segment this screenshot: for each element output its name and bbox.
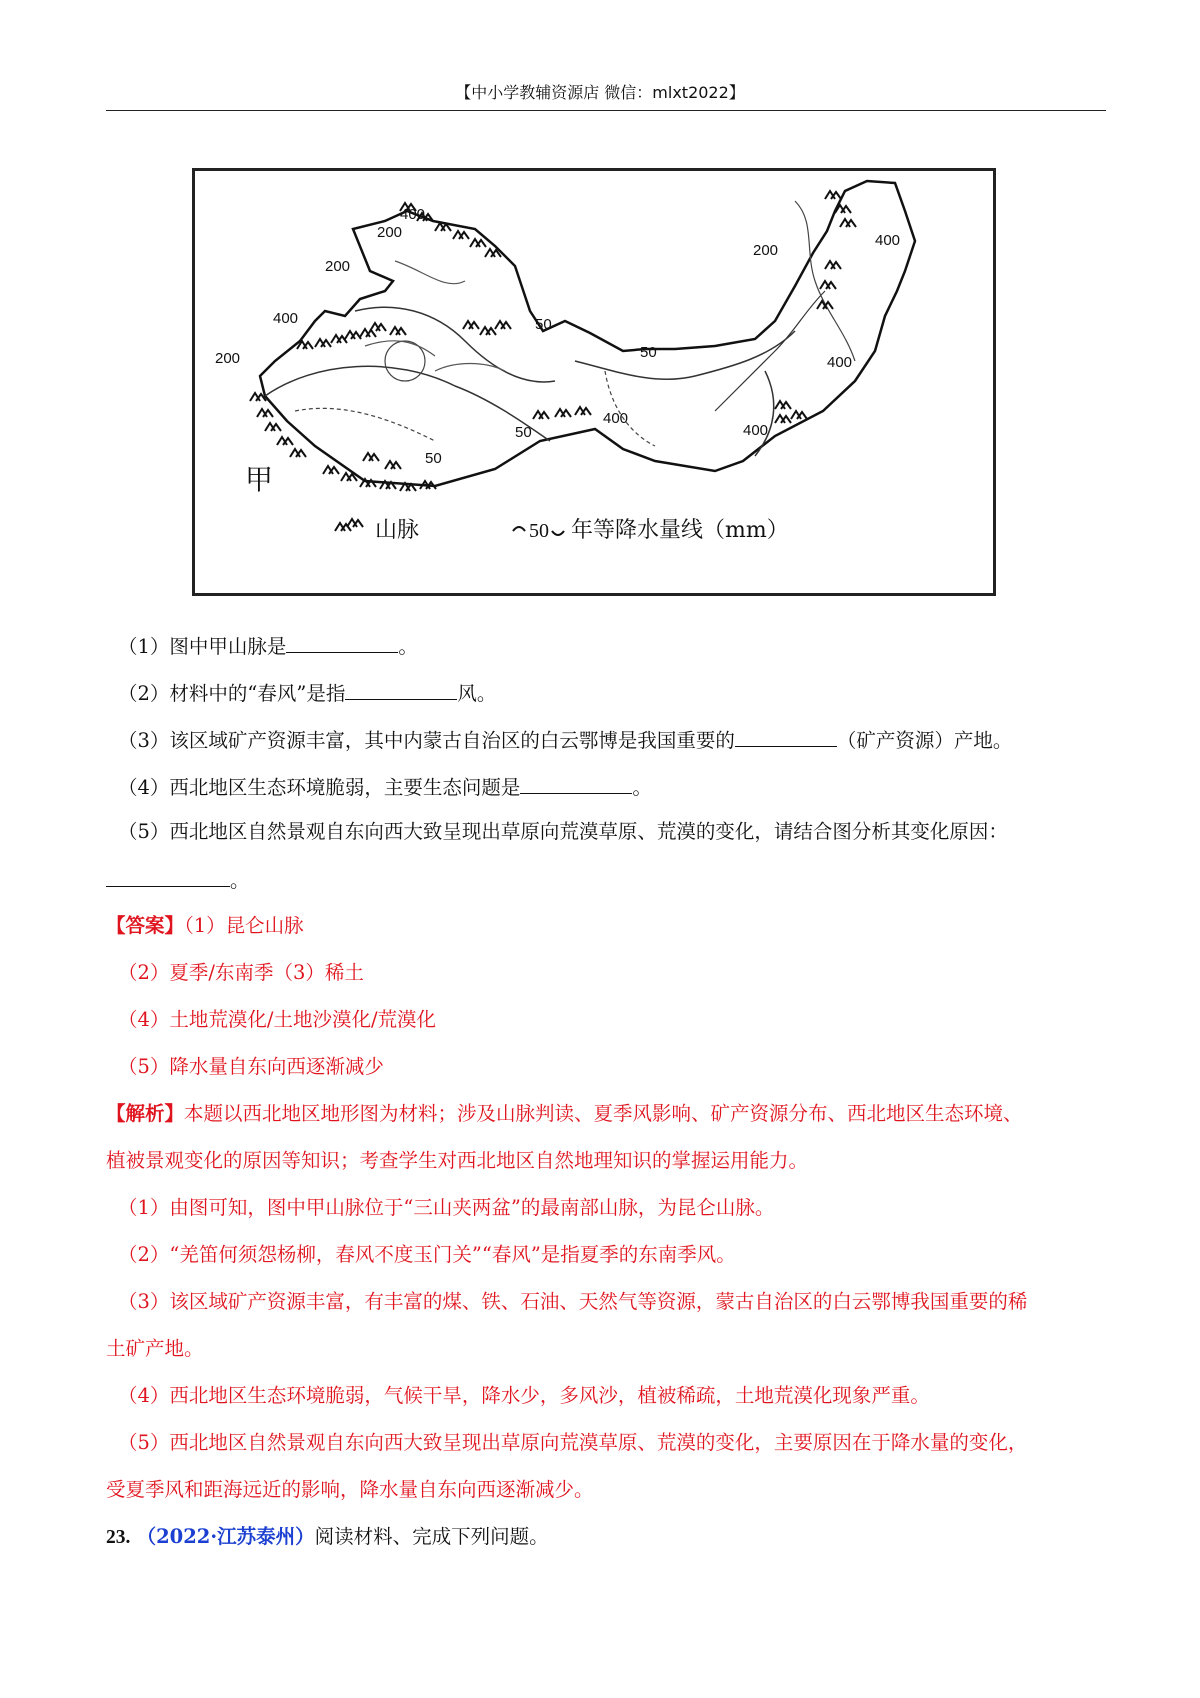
question-5: （5）西北地区自然景观自东向西大致呈现出草原向荒漠草原、荒漠的变化，请结合图分析其变化原因： [118,820,1008,843]
contour-label: 200 [215,350,241,367]
northwest-china-map [192,168,996,596]
contour-label: 50 [535,316,552,333]
question-23 [106,1523,549,1552]
question-4: （4）西北地区生态环境脆弱，主要生态问题是 。 [118,771,652,802]
contour-label: 400 [603,410,629,427]
analysis-tag: 【解析】 [106,1102,185,1125]
header-divider [106,110,1106,111]
analysis-line-6: 土矿产地。 [106,1337,204,1360]
analysis-line-4: （2）“羌笛何须怨杨柳，春风不度玉门关”“春风”是指夏季的东南季风。 [118,1243,736,1266]
answer-blank[interactable] [520,771,632,794]
answer-blank[interactable] [345,677,457,700]
map-drawing [195,171,995,595]
answer-line-4: （5）降水量自东向西逐渐减少 [118,1055,384,1078]
analysis-line-9: 受夏季风和距海远近的影响，降水量自东向西逐渐减少。 [106,1478,594,1501]
contour-label: 50 [425,450,442,467]
legend-contour: 年等降水量线（mm） [571,518,789,543]
question-prompt: 阅读材料、完成下列问题。 [314,1525,549,1548]
analysis-line-1: 【解析】本题以西北地区地形图为材料；涉及山脉判读、夏季风影响、矿产资源分布、西北地区生态环境、 [106,1102,1023,1125]
page-header: 【中小学教辅资源店 微信：mlxt2022】 [455,83,745,102]
question-source: （2022·江苏泰州） [136,1525,315,1548]
mountain-symbols [250,191,856,491]
analysis-line-7: （4）西北地区生态环境脆弱，气候干旱，降水少，多风沙，植被稀疏，土地荒漠化现象严重。 [118,1384,930,1407]
contour-labels [215,206,900,467]
map-legend [335,518,789,543]
question-2: （2）材料中的“春风”是指 风。 [118,677,496,708]
label-jia: 甲 [245,463,274,496]
answer-blank[interactable] [106,864,230,887]
contour-label: 200 [377,224,403,241]
answer-line-2: （2）夏季/东南季（3）稀土 [118,961,364,984]
contour-label: 50 [515,424,532,441]
analysis-line-2: 植被景观变化的原因等知识；考查学生对西北地区自然地理知识的掌握运用能力。 [106,1149,809,1172]
contour-label: 50 [640,344,657,361]
legend-contour-sample: 50 [529,520,549,542]
question-5-continued: 。 [106,864,250,895]
contour-label: 400 [827,354,853,371]
contour-label: 200 [325,258,351,275]
contour-label: 200 [753,242,779,259]
answer-tag: 【答案】 [106,914,185,937]
answer-blank[interactable] [286,630,398,653]
contour-label: 400 [273,310,299,327]
contour-label: 400 [743,422,769,439]
question-3: （3）该区域矿产资源丰富，其中内蒙古自治区的白云鄂博是我国重要的 （矿产资源）产地。 [118,724,1012,755]
contour-label: 400 [875,232,901,249]
question-number: 23. [106,1527,131,1548]
legend-mountain: 山脉 [375,518,420,543]
analysis-line-8: （5）西北地区自然景观自东向西大致呈现出草原向荒漠草原、荒漠的变化，主要原因在于降水量的变化， [118,1431,1028,1454]
answer-line-1: 【答案】（1）昆仑山脉 [106,914,304,937]
answer-line-3: （4）土地荒漠化/土地沙漠化/荒漠化 [118,1008,437,1031]
analysis-line-3: （1）由图可知，图中甲山脉位于“三山夹两盆”的最南部山脉，为昆仑山脉。 [118,1196,775,1219]
analysis-line-5: （3）该区域矿产资源丰富，有丰富的煤、铁、石油、天然气等资源，蒙古自治区的白云鄂博我国重要的稀 [118,1290,1028,1313]
contour-label: 400 [400,206,426,223]
question-1: （1）图中甲山脉是 。 [118,630,418,661]
answer-blank[interactable] [735,724,837,747]
